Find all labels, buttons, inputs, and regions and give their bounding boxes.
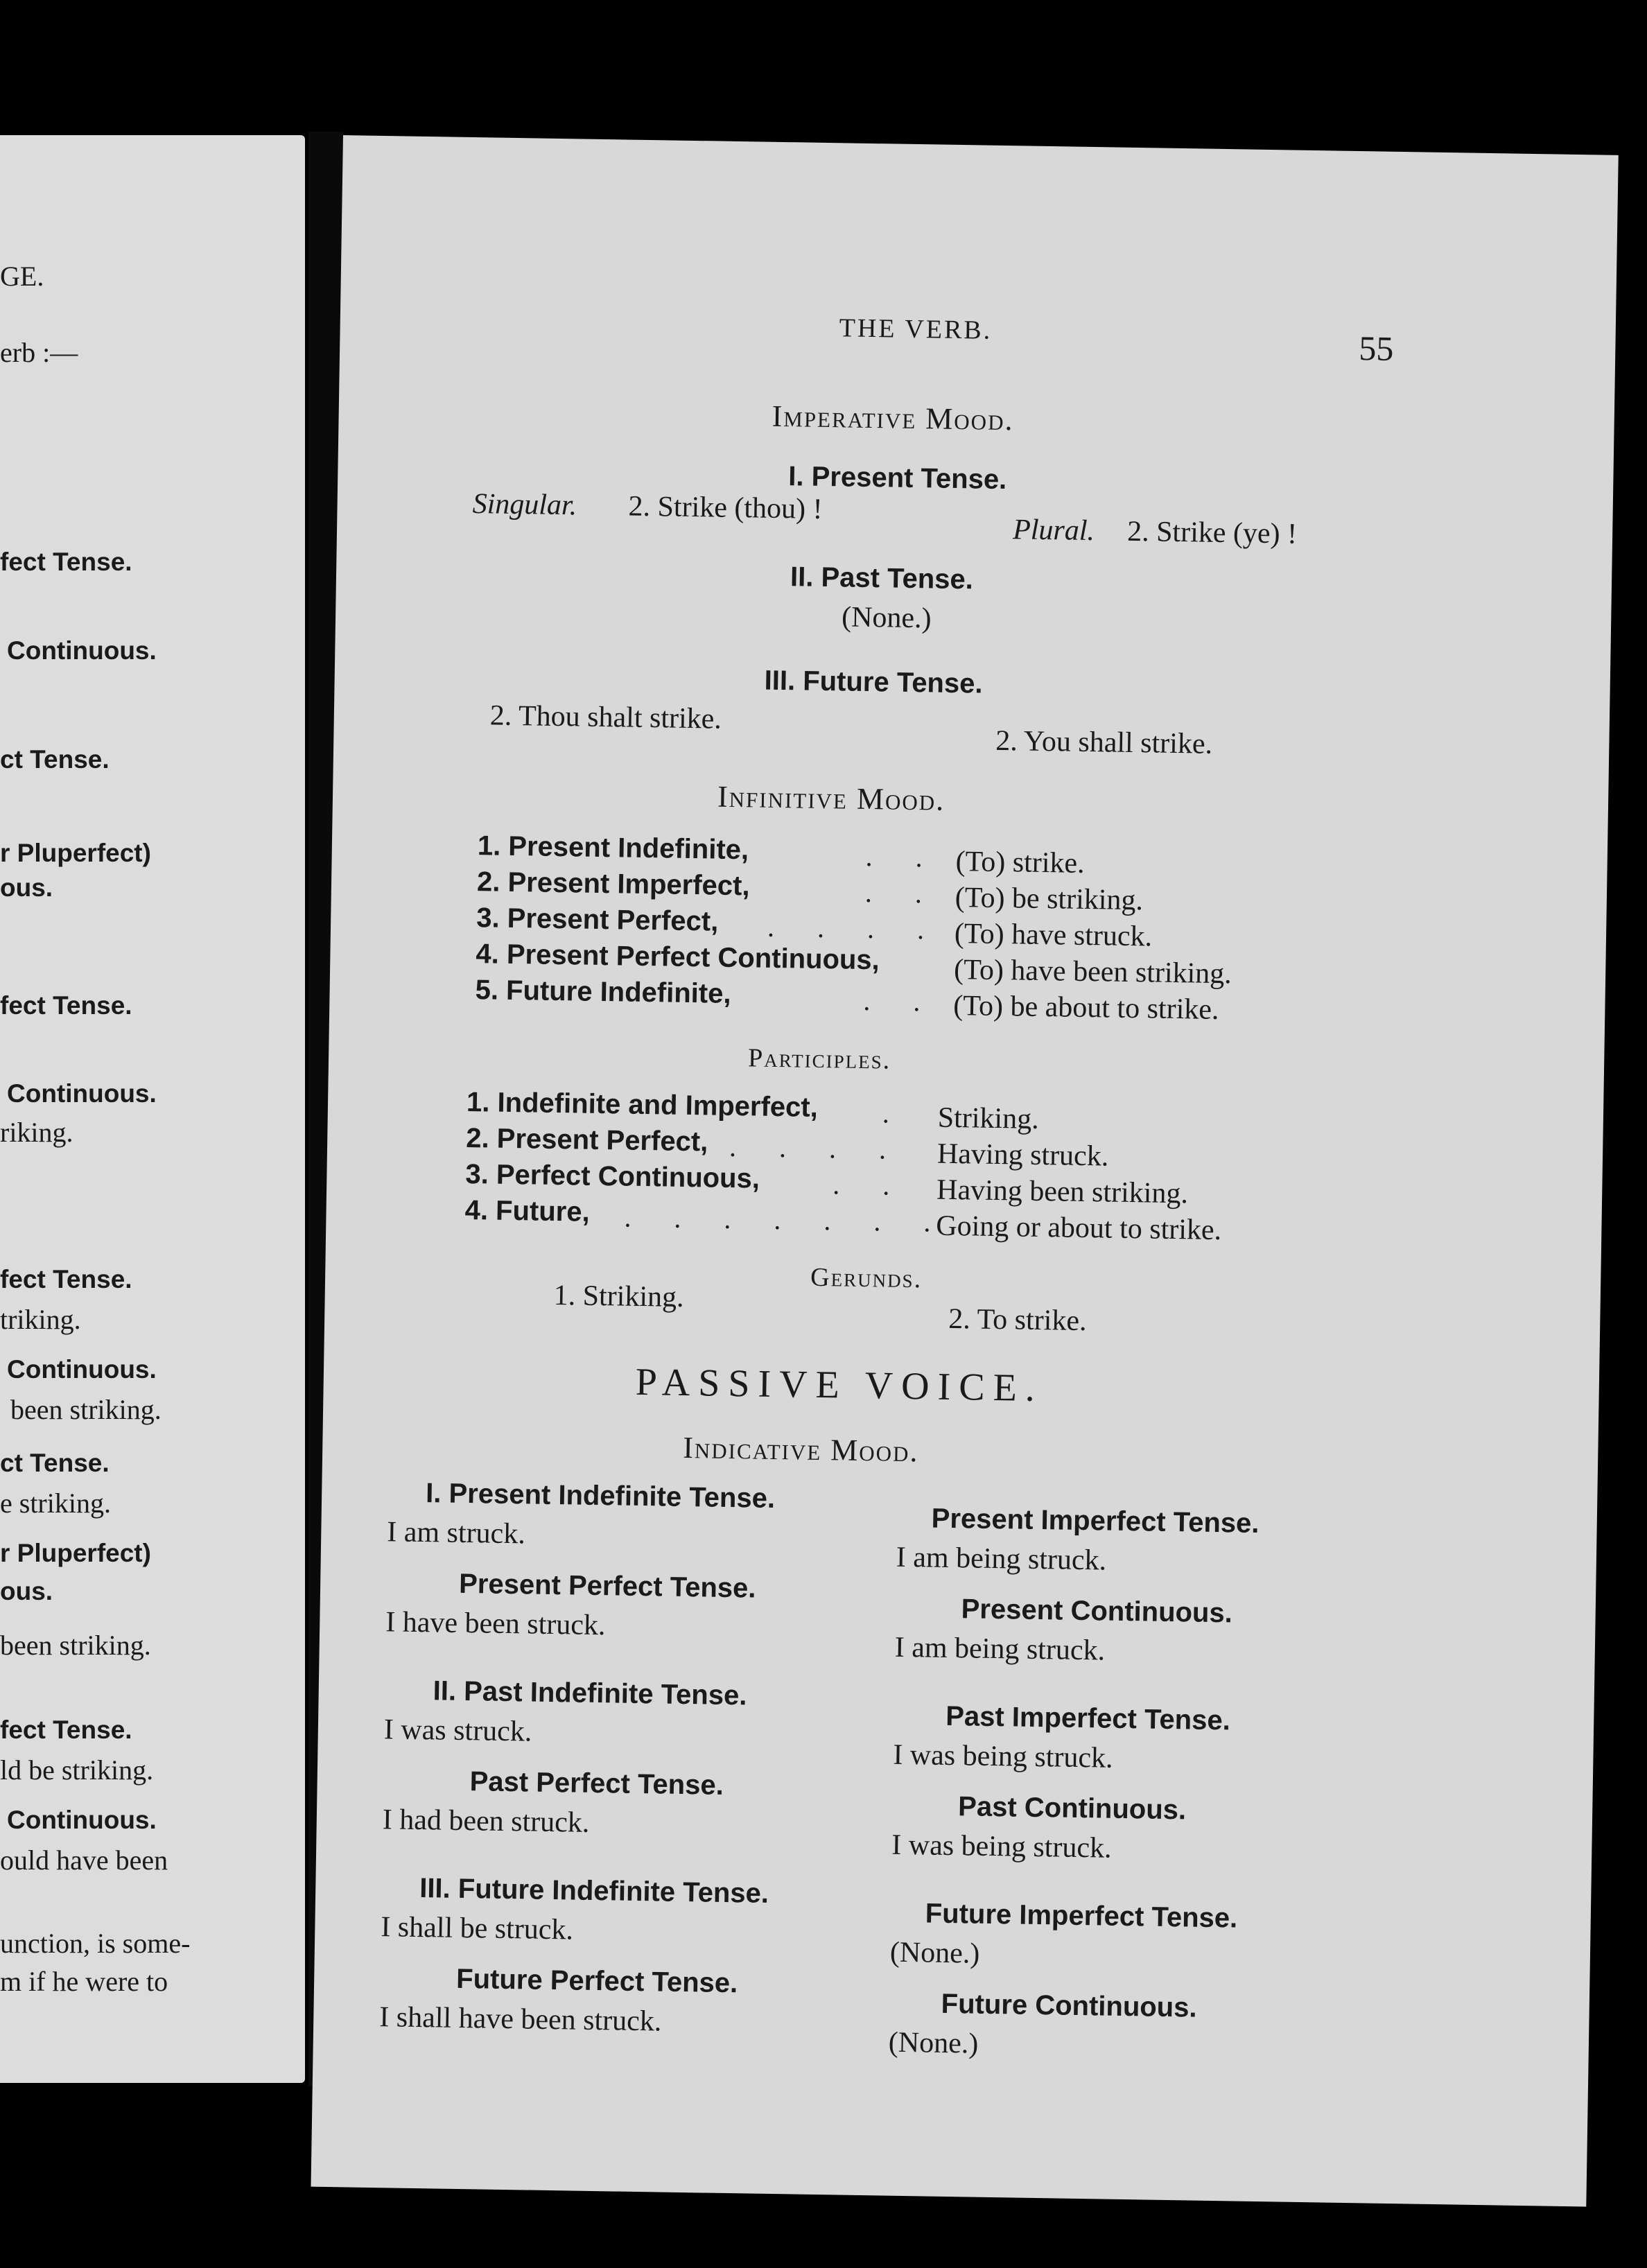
infinitive-item-value: (To) strike. bbox=[955, 846, 1086, 880]
left-page-line: Continuous. bbox=[7, 1079, 157, 1108]
passive-example: I had been struck. bbox=[382, 1804, 590, 1839]
infinitive-item-value: (To) have been striking. bbox=[953, 953, 1232, 991]
indicative-mood-heading: Indicative Mood. bbox=[682, 1430, 919, 1469]
participle-item-name: 1. Indefinite and Imperfect, bbox=[466, 1086, 819, 1123]
singular-label: Singular. bbox=[472, 488, 577, 522]
left-facing-page bbox=[0, 135, 305, 2083]
left-page-line: ous. bbox=[0, 873, 53, 902]
left-page-line: Continuous. bbox=[7, 636, 157, 665]
passive-tense-heading: Future Imperfect Tense. bbox=[925, 1898, 1238, 1934]
passive-tense-heading: Present Continuous. bbox=[961, 1594, 1233, 1629]
left-page-line: unction, is some- bbox=[0, 1928, 191, 1959]
gerund-two: 2. To strike. bbox=[948, 1302, 1087, 1338]
left-page-line: riking. bbox=[0, 1117, 73, 1148]
dot-leader: . . bbox=[863, 984, 939, 1018]
infinitive-item-value: (To) be about to strike. bbox=[953, 989, 1219, 1026]
imperative-present-heading: I. Present Tense. bbox=[788, 461, 1007, 496]
infinitive-item-name: 2. Present Imperfect, bbox=[476, 866, 750, 902]
infinitive-item-name: 3. Present Perfect, bbox=[476, 902, 719, 937]
participle-item-value: Having struck. bbox=[936, 1137, 1109, 1173]
passive-example: I am being struck. bbox=[896, 1541, 1107, 1577]
left-page-line: ould have been bbox=[0, 1844, 168, 1876]
participles-heading: Participles. bbox=[747, 1043, 891, 1075]
dot-leader: . . bbox=[865, 840, 941, 873]
participle-item-name: 3. Perfect Continuous, bbox=[465, 1158, 760, 1194]
passive-tense-heading: Present Imperfect Tense. bbox=[931, 1503, 1260, 1539]
participle-item-value: Having been striking. bbox=[936, 1174, 1189, 1210]
plural-form: 2. Strike (ye) ! bbox=[1126, 515, 1298, 550]
infinitive-item-name: 5. Future Indefinite, bbox=[475, 975, 731, 1009]
imperative-future-heading: III. Future Tense. bbox=[764, 665, 983, 699]
passive-tense-heading: Present Perfect Tense. bbox=[458, 1568, 756, 1604]
passive-example: I was struck. bbox=[383, 1713, 532, 1748]
passive-tense-heading: I. Present Indefinite Tense. bbox=[425, 1478, 776, 1515]
infinitive-item-value: (To) have struck. bbox=[954, 917, 1153, 953]
future-plural: 2. You shall strike. bbox=[995, 724, 1213, 760]
left-page-line: fect Tense. bbox=[0, 1716, 132, 1744]
left-page-line: triking. bbox=[0, 1304, 81, 1335]
left-page-line: Continuous. bbox=[7, 1806, 157, 1834]
infinitive-item-name: 1. Present Indefinite, bbox=[477, 830, 749, 866]
passive-tense-heading: Future Continuous. bbox=[941, 1988, 1197, 2023]
infinitive-mood-heading: Infinitive Mood. bbox=[717, 779, 946, 817]
infinitive-item-name: 4. Present Perfect Continuous, bbox=[476, 939, 880, 976]
page-number: 55 bbox=[1358, 329, 1394, 368]
plural-label: Plural. bbox=[1012, 514, 1095, 548]
left-page-line: ld be striking. bbox=[0, 1754, 154, 1786]
dot-leader: . . . . . . . bbox=[624, 1201, 949, 1238]
passive-tense-heading: Future Perfect Tense. bbox=[455, 1963, 738, 1999]
participle-item-name: 2. Present Perfect, bbox=[465, 1122, 708, 1158]
left-page-line: been striking. bbox=[0, 1630, 151, 1661]
infinitive-item-value: (To) be striking. bbox=[955, 882, 1144, 917]
passive-example: I was being struck. bbox=[893, 1738, 1113, 1774]
passive-example: (None.) bbox=[888, 2026, 979, 2060]
left-page-line: erb :— bbox=[0, 337, 78, 368]
imperative-mood-heading: Imperative Mood. bbox=[772, 399, 1014, 437]
participle-item-value: Striking. bbox=[937, 1101, 1040, 1135]
passive-example: I am struck. bbox=[386, 1516, 526, 1551]
passive-tense-heading: III. Future Indefinite Tense. bbox=[419, 1873, 769, 1909]
passive-example: I am being struck. bbox=[894, 1631, 1106, 1667]
participle-item-value: Going or about to strike. bbox=[936, 1210, 1222, 1247]
gerunds-heading: Gerunds. bbox=[810, 1262, 923, 1294]
dot-leader: . . . . bbox=[729, 1131, 905, 1165]
passive-example: I shall have been struck. bbox=[378, 2001, 662, 2038]
passive-tense-heading: Past Continuous. bbox=[957, 1791, 1187, 1826]
passive-voice-heading: PASSIVE VOICE. bbox=[635, 1360, 1044, 1411]
page-55 bbox=[311, 135, 1619, 2207]
left-page-line: ct Tense. bbox=[0, 745, 110, 774]
left-page-line: fect Tense. bbox=[0, 1265, 132, 1293]
passive-tense-heading: Past Imperfect Tense. bbox=[945, 1700, 1231, 1736]
dot-leader: . . bbox=[864, 876, 941, 909]
left-page-line: ous. bbox=[0, 1577, 53, 1605]
passive-tense-heading: Past Perfect Tense. bbox=[469, 1766, 724, 1801]
running-head: THE VERB. bbox=[839, 313, 993, 345]
dot-leader: . bbox=[882, 1097, 908, 1129]
participle-item-name: 4. Future, bbox=[464, 1194, 591, 1228]
dot-leader: . . bbox=[832, 1169, 908, 1201]
passive-tense-heading: II. Past Indefinite Tense. bbox=[433, 1675, 747, 1711]
dot-leader: . . . . bbox=[767, 911, 943, 945]
imperative-past-heading: II. Past Tense. bbox=[790, 561, 974, 595]
gerund-one: 1. Striking. bbox=[553, 1279, 684, 1314]
passive-example: (None.) bbox=[889, 1936, 980, 1970]
passive-example: I was being struck. bbox=[891, 1829, 1112, 1865]
left-page-line: GE. bbox=[0, 261, 44, 292]
left-page-line: r Pluperfect) bbox=[0, 839, 151, 867]
singular-form: 2. Strike (thou) ! bbox=[628, 490, 823, 525]
left-page-line: fect Tense. bbox=[0, 548, 132, 576]
imperative-past-none: (None.) bbox=[841, 601, 932, 635]
left-page-line: been striking. bbox=[10, 1394, 162, 1425]
left-page-line: ct Tense. bbox=[0, 1449, 110, 1477]
left-page-line: m if he were to bbox=[0, 1966, 168, 1997]
left-page-line: fect Tense. bbox=[0, 991, 132, 1020]
left-page-line: r Pluperfect) bbox=[0, 1539, 151, 1567]
left-page-line: Continuous. bbox=[7, 1355, 157, 1384]
left-page-line: e striking. bbox=[0, 1488, 111, 1519]
passive-example: I have been struck. bbox=[385, 1606, 606, 1642]
future-singular: 2. Thou shalt strike. bbox=[489, 699, 722, 735]
passive-example: I shall be struck. bbox=[381, 1911, 574, 1946]
